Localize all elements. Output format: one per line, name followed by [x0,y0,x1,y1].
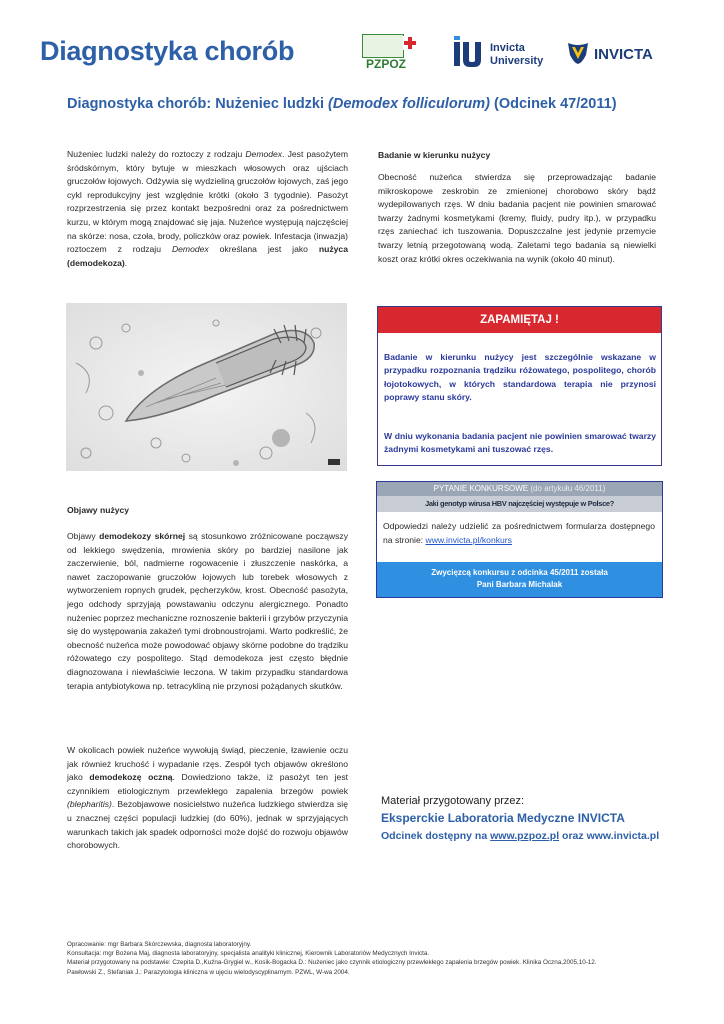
badanie-paragraph: Obecność nużeńca stwierdza się przeprowadzając badanie mikroskopowe zeskrobin ze zmienionej chorobowo skóry bądź wydepilowanych rzęs. W dniu badania pacjent nie powinien smarować twarzy żadnymi kosmetykami (kremy, fluidy, pudry itp.), w przypadku rzęs zaniechać ich tuszowania. Dopuszczalne jest jedynie przemycie twarzy letnią przegotowaną wodą. Zaletami tego badania są niewielki koszt oraz krótki okres oczekiwania na wynik (około 40 minut). [378,172,656,264]
invicta-logo-text: INVICTA [594,46,653,63]
invicta-university-logo [453,36,553,70]
invicta-link[interactable]: www.invicta.pl [586,830,660,842]
contest-link[interactable]: www.invicta.pl/konkurs [425,534,512,545]
material-availability [381,830,659,842]
article-subtitle [67,96,617,112]
objawy-heading: Objawy nużycy [67,505,130,515]
contest-winner-line2: Pani Barbara Michalak [476,580,563,589]
footnote-line: Opracowanie: mgr Barbara Skórczewska, diagnosta laboratoryjny. [67,941,252,948]
invicta-logo [566,41,686,67]
badanie-heading: Badanie w kierunku nużycy [378,150,491,160]
intro-bold-term: nużyca (demodekoza) [67,244,348,268]
contest-box [376,481,663,598]
footnote-line: Konsultacja: mgr Bożena Maj, diagnosta laboratoryjny, specjalista analityki klinicznej, Kierownik Laboratoriów Medycznych Invicta. [67,950,430,958]
contest-header-label: PYTANIE KONKURSOWE [433,484,529,493]
pzpoz-logo-text: PZPOZ [366,57,407,71]
objawy-p2-text-3: . Bezobjawowe nosicielstwo nużeńca ludzkiego stwierdza się u znacznej części populacji ludzkiej (do 60%), jednak w sprzyjających warunkach takich jak spadek odporności może dojść do rozwoju objawów chorobowych. [67,799,348,851]
footnotes [67,940,707,977]
objawy-p2-bold: demodekozę oczną [89,772,173,783]
objawy-paragraph-1 [67,530,348,693]
subtitle-latin: (Demodex folliculorum) [328,96,490,112]
zapamietaj-box [377,306,662,466]
pzpoz-link[interactable]: www.pzpoz.pl [490,830,560,842]
invicta-university-icon [453,36,487,68]
invicta-university-line1: Invicta [490,42,525,54]
contest-body [383,520,655,547]
invicta-shield-icon [566,41,590,65]
intro-demodex-2: Demodex [171,244,209,255]
medical-cross-icon [403,36,417,50]
subtitle-prefix: Diagnostyka chorób: Nużeniec ludzki [67,96,329,112]
page-title: Diagnostyka chorób [40,36,295,66]
intro-paragraph [67,148,348,270]
zapamietaj-text-1: Badanie w kierunku nużycy jest szczególnie wskazane w przypadku rozpoznania trądziku różowatego, pospolitego, chorób łojotokowych, w których standardowa terapia nie przynosi poprawy stanu skóry. [384,352,656,403]
contest-question: Jaki genotyp wirusa HBV najczęściej występuje w Polsce? [377,496,662,512]
pzpoz-emblem [362,34,404,58]
contest-header-sub: (do artykułu 46/2011) [528,484,606,493]
demodex-mite-illustration [66,303,347,471]
intro-text-2: . Jest pasożytem śródskórnym, który bytuje w mieszkach włosowych oraz ujściach gruczołów łojowych. Odżywia się wydzieliną gruczołów łojowych, zaś jego cykl reprodukcyjny jest względnie krótki (około 3 tygodnie). Pasożyt rozprzestrzenia się przez kontakt bezpośredni oraz za pośrednictwem kurzu, w którym mogą znajdować się jaja. Nużeńce występują najczęściej na skórze: nosa, czoła, brody, policzków oraz powiek. Infestacja (inwazja) roztoczem z rodzaju [67,149,348,255]
subtitle-episode: (Odcinek 47/2011) [489,96,617,112]
intro-text-4: . [124,257,128,268]
material-label: Materiał przygotowany przez: [381,795,525,807]
zapamietaj-text-2: W dniu wykonania badania pacjent nie powinien smarować twarzy żadnymi kosmetykami ani tuszować rzęs. [384,431,656,455]
objawy-p2-text-2: . Dowiedziono także, iż pasożyt ten jest czynnikiem etiologicznym przewlekłego zapalenia brzegów powiek [67,772,349,796]
footnote-line: Pawłowski Z., Stefaniak J.: Parazytologia kliniczna w ujęciu wielodyscyplinarnym. PZWL, W-wa 2004. [67,968,350,976]
objawy-p2-text: W okolicach powiek nużeńce wywołują świąd, pieczenie, łzawienie oczu jak również kruchość i wypadanie rzęs. Zespół tych objawów określono jako [67,745,348,783]
intro-text-3: określana jest jako [208,244,319,255]
objawy-paragraph-2 [67,744,348,853]
material-line-text: Odcinek dostępny na [381,830,491,842]
invicta-university-line2: University [490,55,544,67]
material-line-text-2: oraz [559,830,587,842]
contest-header [377,482,662,496]
intro-demodex: Demodex [245,149,283,159]
material-org: Eksperckie Laboratoria Medyczne INVICTA [381,811,625,825]
objawy-p2-italic: (blepharitis) [67,799,112,810]
intro-text: Nużeniec ludzki należy do roztoczy z rodzaju [67,149,246,159]
pzpoz-logo [362,34,416,70]
contest-body-text: Odpowiedzi należy udzielić za pośrednictwem formularza dostępnego na stronie: [383,521,655,545]
contest-winner-line1: Zwycięzcą konkursu z odcinka 45/2011 została [431,568,608,577]
objawy-p1-bold: demodekozy skórnej [99,531,186,541]
contest-winner-banner [377,562,662,597]
footnote-line: Materiał przygotowany na podstawie: Czepita D.,Kuźna-Grygiel w., Kosik-Bogacka D.: Nużeniec jako czynnik etiologiczny przewlekłego zapalenia brzegów powiek. Klinika Oczna,2005,10-12. [67,959,597,967]
objawy-p1-text-2: są stosunkowo zróżnicowane począwszy od lekkiego swędzenia, mrowienia skóry po bardziej nasilone jak zaczerwienie, ból, nadmierne rogowacenie i złuszczenie naskórka, a nawet zaczopowanie gruczołów łojowych lub torebek włosowych z wytworzeniem ropnych grudek, pęcherzyków, krost. Obecność pasożyta, jego odchody sprzyjają powstawaniu odczynu alergicznego. Ponadto nużeniec poprzez mechaniczne roznoszenie bakterii i grzybów przyczynia się do występowania zakażeń tymi drobnoustrojami. Warto podkreślić, że obecność nużeńca może powodować objawy skórne podobne do trądziku różowatego czy pospolitego. Stąd demodekoza jest często błędnie diagnozowana i niewłaściwie leczona. W takim przypadku standardowa terapia antybiotykowa np. tetracykliną nie przynosi pożądanych skutków. [67,531,348,691]
objawy-p1-text: Objawy [67,531,100,541]
zapamietaj-header: ZAPAMIĘTAJ ! [378,307,661,333]
demodex-microscope-image [66,303,347,471]
